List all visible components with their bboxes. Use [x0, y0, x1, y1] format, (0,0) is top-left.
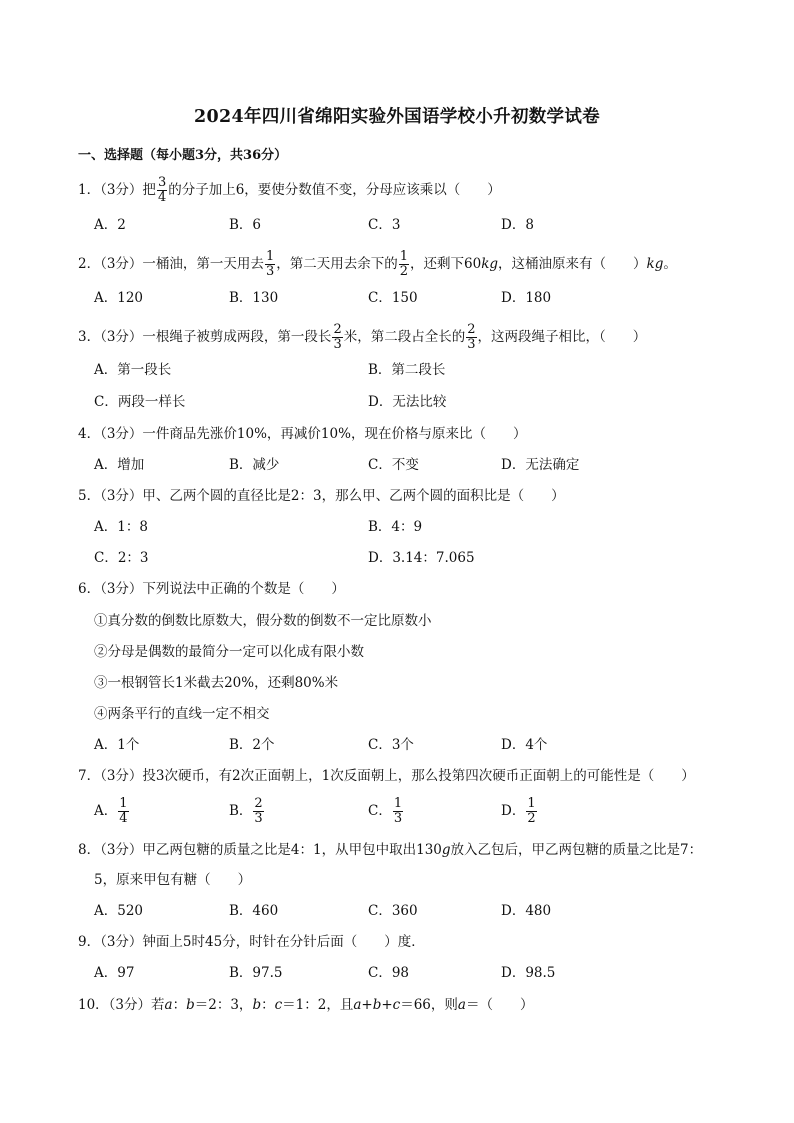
unit-g: g	[441, 842, 451, 858]
var-a: a	[164, 997, 173, 1013]
var-b: b	[252, 997, 262, 1013]
q7-option-d[interactable]	[501, 797, 538, 826]
question-8-pre: 8．（3分）甲乙两包糖的质量之比是4：1，从甲包中取出130	[78, 842, 442, 858]
statement-2: ②分母是偶数的最简分一定可以化成有限小数	[94, 644, 364, 660]
fraction: $\frac{1}{4}$	[119, 796, 128, 826]
statement-4: ④两条平行的直线一定不相交	[94, 706, 270, 722]
question-10-part: ＝（ ）	[465, 997, 534, 1013]
question-5: 5．（3分）甲、乙两个圆的直径比是2：3，那么甲、乙两个圆的面积比是（ ）	[78, 488, 565, 504]
statement-3: ③一根钢管长1米截去20%，还剩80%米	[94, 675, 339, 691]
colon: ：	[261, 997, 275, 1013]
q8-option-c[interactable]: C．360	[368, 903, 418, 919]
q2-option-a[interactable]: A．120	[94, 290, 144, 306]
q3-option-d[interactable]: D．无法比较	[368, 394, 447, 410]
q1-option-a[interactable]: A．2	[94, 217, 126, 233]
question-10	[78, 995, 533, 1015]
question-2	[78, 250, 677, 279]
q3-option-c[interactable]: C．两段一样长	[94, 394, 186, 410]
question-10-part: 10．（3分）若	[78, 997, 165, 1013]
fraction: $\frac{2}{3}$	[254, 796, 263, 826]
fraction: $\frac{3}{4}$	[157, 175, 167, 205]
q9-option-b[interactable]: B．97.5	[229, 965, 283, 981]
q6-option-a[interactable]: A．1个	[94, 737, 140, 753]
question-3-pre: 3．（3分）一根绳子被剪成两段，第一段长	[78, 329, 332, 345]
question-10-part: ＝66，则	[400, 997, 458, 1013]
q5-option-d[interactable]: D．3.14：7.065	[368, 550, 475, 566]
question-2-pre: 2．（3分）一桶油，第一天用去	[78, 256, 264, 272]
var-b: b	[186, 997, 195, 1013]
q1-option-b[interactable]: B．6	[229, 217, 262, 233]
section-heading: 一、选择题（每小题3分，共36分）	[78, 148, 288, 163]
q6-option-d[interactable]: D．4个	[501, 737, 548, 753]
question-3	[78, 323, 646, 352]
unit-kg: kg	[646, 256, 664, 272]
sum-expression: a+b+c	[353, 997, 401, 1013]
q5-option-a[interactable]: A．1：8	[94, 519, 148, 535]
question-3-post: ，这两段绳子相比，（ ）	[477, 329, 647, 345]
question-10-part: ＝1：2，且	[282, 997, 354, 1013]
fraction: $\frac{2}{3}$	[333, 322, 342, 352]
var-a: a	[457, 997, 466, 1013]
q8-option-b[interactable]: B．460	[229, 903, 279, 919]
question-8-line-2: 5，原来甲包有糖（ ）	[94, 872, 252, 888]
page-title: 2024年四川省绵阳实验外国语学校小升初数学试卷	[194, 107, 600, 127]
unit-kg: kg	[481, 256, 499, 272]
q4-option-d[interactable]: D．无法确定	[501, 457, 580, 473]
q5-option-b[interactable]: B．4：9	[368, 519, 423, 535]
question-2-post: ，还剩下60	[410, 256, 482, 272]
q3-option-a[interactable]: A．第一段长	[94, 362, 172, 378]
fraction: $\frac{1}{2}$	[527, 796, 536, 826]
q9-option-a[interactable]: A．97	[94, 965, 135, 981]
q6-option-b[interactable]: B．2个	[229, 737, 275, 753]
q7-option-c[interactable]	[368, 797, 404, 826]
q4-option-c[interactable]: C．不变	[368, 457, 419, 473]
q8-option-a[interactable]: A．520	[94, 903, 144, 919]
q1-option-c[interactable]: C．3	[368, 217, 401, 233]
option-label: B．	[229, 803, 253, 819]
q9-option-d[interactable]: D．98.5	[501, 965, 556, 981]
question-3-mid: 米，第二段占全长的	[343, 329, 466, 345]
fraction: $\frac{1}{3}$	[265, 249, 275, 279]
question-2-post2: ，这桶油原来有（ ）	[498, 256, 647, 272]
option-label: C．	[368, 803, 392, 819]
q3-option-b[interactable]: B．第二段长	[368, 362, 446, 378]
question-1-pre: 1．（3分）把	[78, 182, 156, 198]
question-4: 4．（3分）一件商品先涨价10%，再减价10%，现在价格与原来比（ ）	[78, 426, 527, 442]
q4-option-b[interactable]: B．减少	[229, 457, 280, 473]
q4-option-a[interactable]: A．增加	[94, 457, 145, 473]
q7-option-b[interactable]	[229, 797, 265, 826]
option-label: D．	[501, 803, 526, 819]
question-7: 7．（3分）投3次硬币，有2次正面朝上，1次反面朝上，那么投第四次硬币正面朝上的可能性是（ ）	[78, 768, 695, 784]
period: 。	[663, 256, 677, 272]
q1-option-d[interactable]: D．8	[501, 217, 534, 233]
fraction: $\frac{1}{2}$	[399, 249, 408, 279]
fraction: $\frac{1}{3}$	[393, 796, 403, 826]
question-9: 9．（3分）钟面上5时45分，时针在分针后面（ ）度．	[78, 934, 425, 950]
q5-option-c[interactable]: C．2：3	[94, 550, 149, 566]
q9-option-c[interactable]: C．98	[368, 965, 410, 981]
q7-option-a[interactable]	[94, 797, 130, 826]
statement-1: ①真分数的倒数比原数大，假分数的倒数不一定比原数小	[94, 613, 432, 629]
colon: ：	[172, 997, 187, 1013]
question-2-mid: ，第二天用去余下的	[276, 256, 398, 272]
fraction: $\frac{2}{3}$	[467, 322, 476, 352]
question-6: 6．（3分）下列说法中正确的个数是（ ）	[78, 581, 345, 597]
var-c: c	[274, 997, 283, 1013]
question-8	[78, 840, 702, 860]
q2-option-b[interactable]: B．130	[229, 290, 279, 306]
question-1-post: 的分子加上6，要使分数值不变，分母应该乘以（ ）	[168, 182, 501, 198]
q2-option-c[interactable]: C．150	[368, 290, 418, 306]
q2-option-d[interactable]: D．180	[501, 290, 552, 306]
question-10-part: ＝2：3，	[194, 997, 253, 1013]
question-8-post: 放入乙包后，甲乙两包糖的质量之比是7：	[450, 842, 703, 858]
option-label: A．	[94, 803, 118, 819]
q6-option-c[interactable]: C．3个	[368, 737, 414, 753]
q8-option-d[interactable]: D．480	[501, 903, 552, 919]
question-1	[78, 176, 501, 205]
